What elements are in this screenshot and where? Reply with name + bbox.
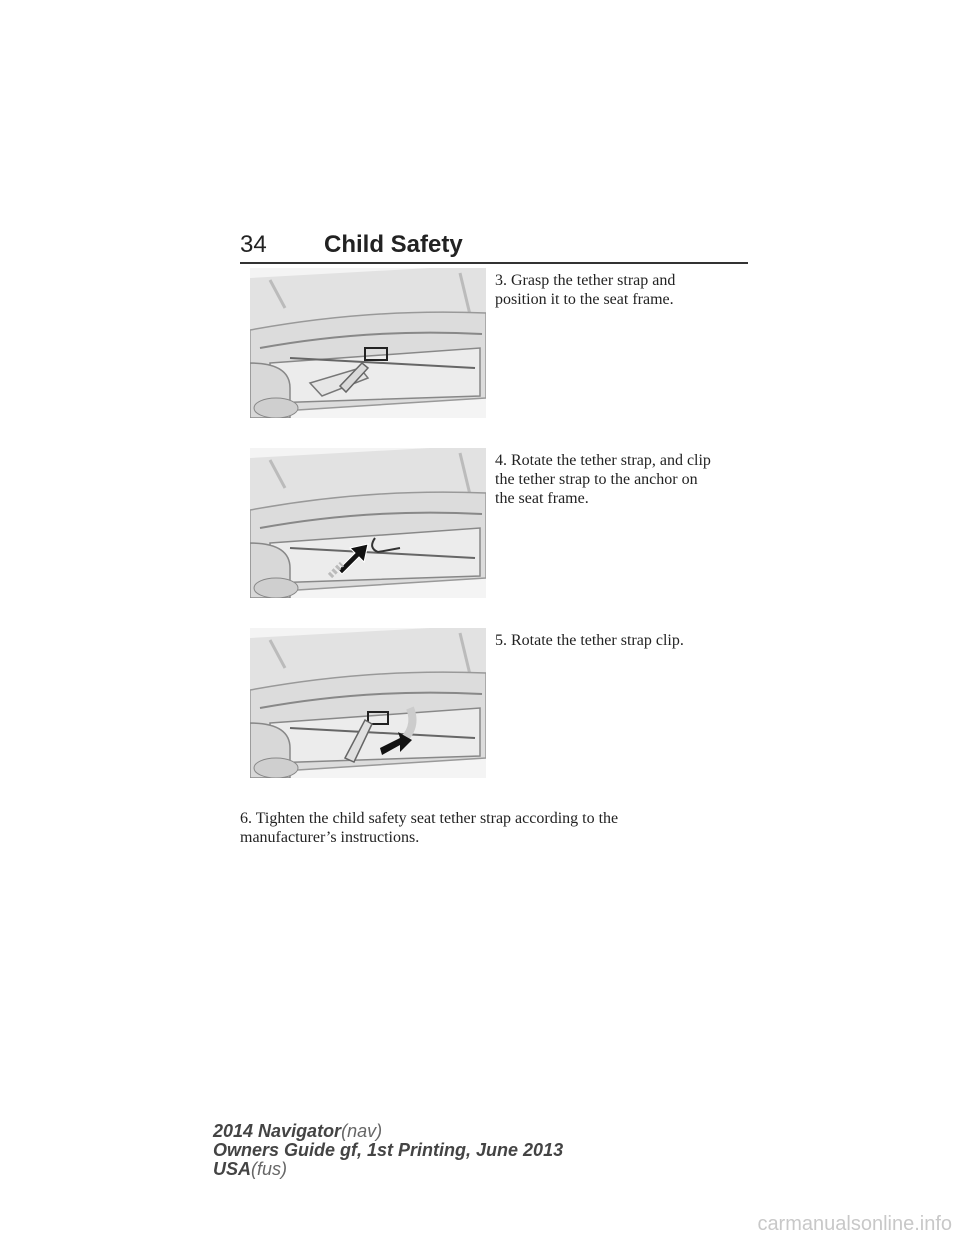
footer-line-1 <box>213 1122 563 1141</box>
illustration-grasp-tether <box>250 268 486 418</box>
footer-market-code: (fus) <box>251 1159 288 1179</box>
illustration-rotate-clip <box>250 628 486 778</box>
step-6-text: 6. Tighten the child safety seat tether strap according to the manufacturer’s instructions. <box>240 810 619 846</box>
footer-line-3 <box>213 1160 563 1179</box>
step-3-text: 3. Grasp the tether strap and position it to the seat frame. <box>495 272 676 308</box>
footer-line-2: Owners Guide gf, 1st Printing, June 2013 <box>213 1140 564 1160</box>
illustration-clip-tether <box>250 448 486 598</box>
footer-model: 2014 Navigator <box>213 1121 342 1141</box>
section-title: Child Safety <box>324 231 463 258</box>
step-5-text: 5. Rotate the tether strap clip. <box>495 632 684 649</box>
page-number: 34 <box>240 231 267 258</box>
watermark: carmanualsonline.info <box>757 1213 952 1235</box>
step-4-text: 4. Rotate the tether strap, and clip the tether strap to the anchor on the seat frame. <box>495 452 711 507</box>
footer <box>213 1122 563 1179</box>
header-rule <box>240 262 748 264</box>
footer-market: USA <box>213 1159 252 1179</box>
footer-model-code: (nav) <box>341 1121 383 1141</box>
